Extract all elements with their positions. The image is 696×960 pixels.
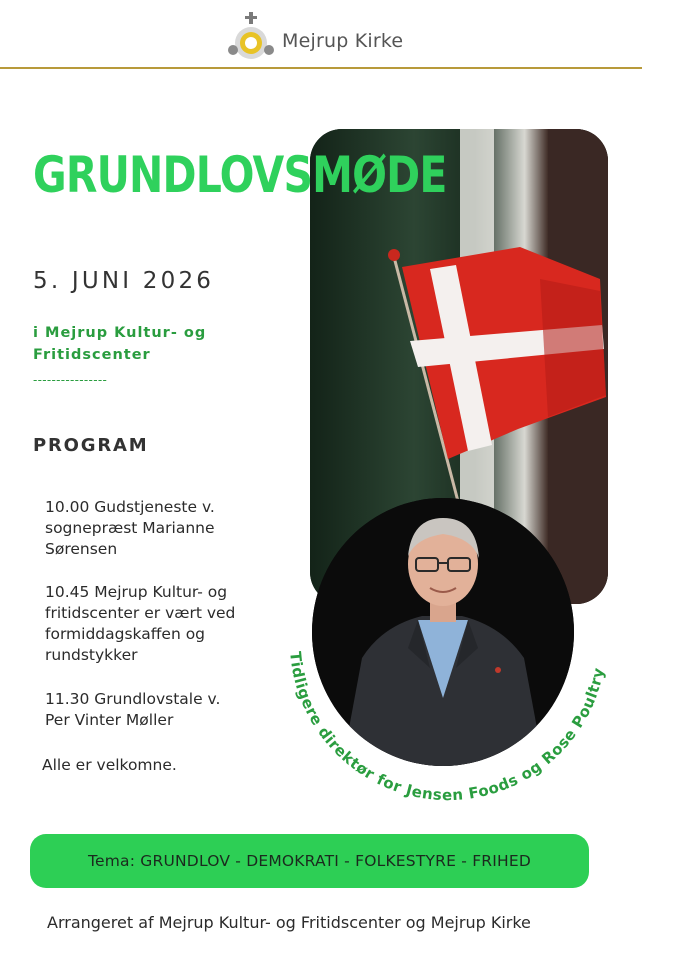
organizer-footer: Arrangeret af Mejrup Kultur- og Fritidscenter og Mejrup Kirke xyxy=(47,913,531,932)
venue-divider: ---------------- xyxy=(33,373,108,387)
program-item xyxy=(45,689,285,731)
venue-line-2: Fritidscenter xyxy=(33,347,151,363)
program-line: 11.30 Grundlovstale v. xyxy=(45,690,221,708)
event-date: 5. JUNI 2026 xyxy=(33,268,215,294)
program-line: rundstykker xyxy=(45,646,138,664)
venue-line-1: i Mejrup Kultur- og xyxy=(33,325,207,341)
speaker-caption-text: Tidligere direktør for Jensen Foods og Rose Poultry xyxy=(286,650,608,805)
program-line: formiddagskaffen og xyxy=(45,625,206,643)
program-line: fritidscenter er vært ved xyxy=(45,604,236,622)
header-divider xyxy=(0,67,642,69)
theme-text: Tema: GRUNDLOV - DEMOKRATI - FOLKESTYRE - FRIHED xyxy=(87,852,532,870)
svg-text:Tidligere direktør for Jensen xyxy=(286,651,608,805)
program-line: 10.45 Mejrup Kultur- og xyxy=(45,583,228,601)
event-title: GRUNDLOVSMØDE xyxy=(33,146,447,204)
program-item xyxy=(45,497,285,560)
welcome-text: Alle er velkomne. xyxy=(42,756,177,774)
theme-banner xyxy=(30,834,589,888)
church-cross-logo-icon xyxy=(226,12,278,64)
program-heading: PROGRAM xyxy=(33,435,149,456)
program-item xyxy=(45,582,285,666)
event-venue xyxy=(33,322,283,366)
program-line: Per Vinter Møller xyxy=(45,711,174,729)
program-line: sognepræst Marianne xyxy=(45,519,215,537)
brand-name: Mejrup Kirke xyxy=(282,30,404,52)
program-line: 10.00 Gudstjeneste v. xyxy=(45,498,215,516)
program-line: Sørensen xyxy=(45,540,118,558)
speaker-caption xyxy=(250,478,650,818)
